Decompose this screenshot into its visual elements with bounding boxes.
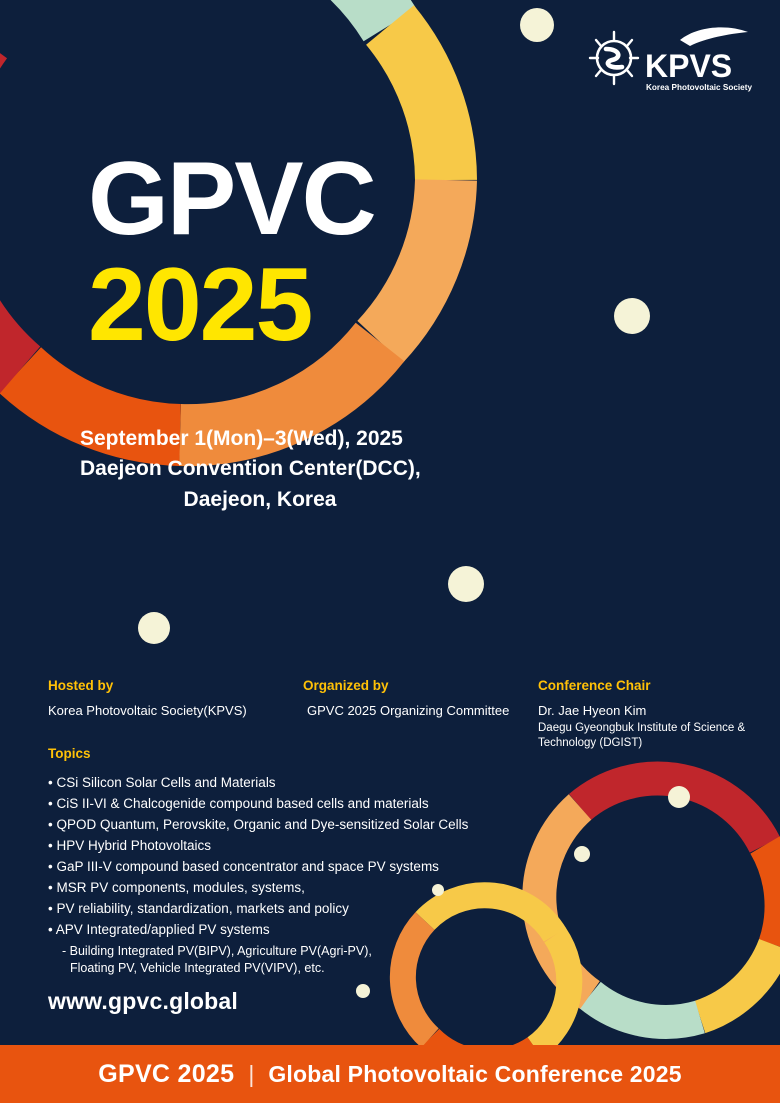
poster-footer [0,1045,780,1103]
event-details [80,424,500,515]
credit-heading: Conference Chair [538,678,651,693]
decorative-dot [448,566,484,602]
topic-item: • CiS II-VI & Chalcogenide compound based cells and materials [48,796,429,812]
decorative-dot [138,612,170,644]
topic-item: • MSR PV components, modules, systems, [48,880,305,896]
decorative-dot [356,984,370,998]
footer-separator: | [248,1060,255,1087]
topic-item: • APV Integrated/applied PV systems [48,922,270,938]
kpvs-logo [582,22,752,98]
website-link[interactable]: www.gpvc.global [48,988,238,1014]
topic-item: • CSi Silicon Solar Cells and Materials [48,775,276,790]
footer-subtitle: Global Photovoltaic Conference 2025 [268,1060,682,1087]
event-venue: Daejeon Convention Center(DCC), [80,457,421,481]
poster-title-block [88,141,508,363]
kpvs-logo-text: KPVS [645,48,733,84]
topic-item: • HPV Hybrid Photovoltaics [48,838,212,854]
conference-year: 2025 [88,246,312,363]
credit-heading: Organized by [303,678,389,693]
topics-heading: Topics [48,746,91,761]
credit-heading: Hosted by [48,678,114,693]
footer-brand: GPVC 2025 [98,1059,235,1088]
decorative-dot [520,8,554,42]
topic-item: • PV reliability, standardization, markets and policy [48,901,349,917]
topic-subitem: Floating PV, Vehicle Integrated PV(VIPV), etc. [70,961,325,976]
credits-section [48,678,748,751]
credit-organized-by [303,678,538,751]
topic-item: • QPOD Quantum, Perovskite, Organic and Dye-sensitized Solar Cells [48,817,469,833]
credit-hosted-by [48,678,303,751]
decorative-dot [614,298,650,334]
topics-section [48,746,568,977]
topic-subitem: - Building Integrated PV(BIPV), Agriculture PV(Agri-PV), [62,944,372,959]
credit-body: GPVC 2025 Organizing Committee [307,703,510,718]
credit-affiliation: Daegu Gyeongbuk Institute of Science & Technology (DGIST) [538,722,746,750]
credit-conference-chair [538,678,748,751]
credit-body: Korea Photovoltaic Society(KPVS) [48,703,247,718]
decorative-dot [574,846,590,862]
conference-acronym: GPVC [88,141,375,257]
event-location: Daejeon, Korea [183,487,337,511]
event-dates: September 1(Mon)–3(Wed), 2025 [80,427,403,450]
decorative-dot [668,786,690,808]
kpvs-logo-subtitle: Korea Photovoltaic Society [646,83,752,92]
topic-item: • GaP III-V compound based concentrator and space PV systems [48,859,439,875]
credit-body: Dr. Jae Hyeon Kim [538,703,647,718]
